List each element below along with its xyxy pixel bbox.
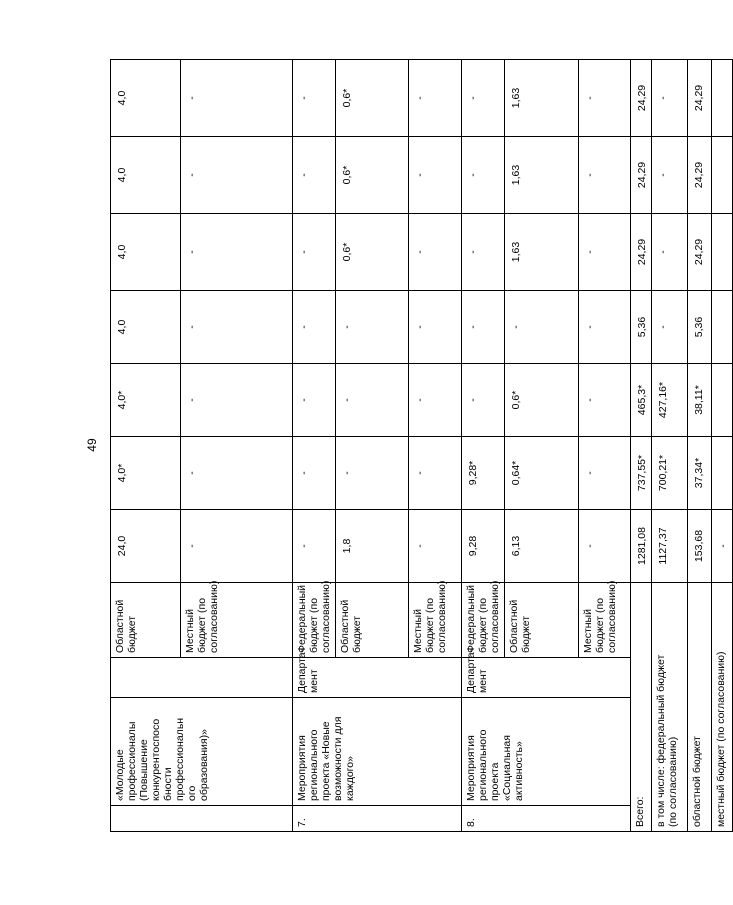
value-cell: 1,63 [505,214,579,291]
row-number-cell [111,806,293,832]
text-line: каждого» [344,756,356,801]
funding-source-cell [409,580,462,658]
text-line: Федеральный [296,584,308,653]
text-line: активность» [513,741,525,801]
value-cell: 24,29 [688,214,712,291]
text-line: «Молодые [114,749,126,801]
value-cell: - [409,60,462,137]
value-cell: - [579,437,631,510]
budget-table [110,59,733,832]
empty-cell [712,60,733,137]
value-cell: 4,0* [111,437,181,510]
text-line: Местный [184,609,196,653]
text-line: бюджет (по [308,597,320,653]
value-cell: 6,13 [505,510,579,583]
text-line: регионального [308,729,320,801]
text-line: бюджет [520,615,532,653]
value-cell: - [336,291,409,364]
text-line: образования)» [198,729,210,801]
funding-source-cell [462,580,505,658]
value-cell: 0,6* [336,214,409,291]
value-cell: 1,63 [505,137,579,214]
value-cell: - [336,437,409,510]
text-line: Департа- [296,648,308,693]
empty-cell [712,291,733,364]
page-number: 49 [85,438,99,452]
value-cell: 24,0 [111,510,181,583]
value-cell: - [293,437,336,510]
text-line: Мероприятия [296,735,308,801]
value-cell: 38,11* [688,364,712,437]
value-cell: 24,29 [688,60,712,137]
funding-source-cell [579,580,631,658]
text-line: Мероприятия [465,735,477,801]
text-line: мент [477,669,489,693]
value-cell: 24,29 [631,137,652,214]
value-cell: 24,29 [688,137,712,214]
text-line: «Социальная [501,735,513,801]
empty-cell [712,437,733,510]
text-line: в том числе: федеральный бюджет [655,654,667,827]
totals-row [631,60,652,832]
value-cell: - [462,137,505,214]
value-cell: - [652,60,688,137]
value-cell: 9,28* [462,437,505,510]
executor-cell [293,648,462,698]
value-cell: 1127,37 [652,510,688,583]
value-cell: - [181,291,293,364]
value-cell: 0,6* [336,60,409,137]
measure-name-cell [111,698,293,806]
value-cell: - [293,510,336,583]
value-cell: 5,36 [631,291,652,364]
row-number-cell: 8. [462,806,631,832]
value-cell: - [181,214,293,291]
funding-source-cell [293,580,336,658]
value-cell: - [579,214,631,291]
funding-source-cell [111,583,181,658]
funding-source-cell [505,583,579,658]
totals-label-cell [712,583,733,832]
value-cell: 24,29 [631,214,652,291]
value-cell: 4,0 [111,291,181,364]
text-line: конкурентоспосо [150,718,162,801]
text-line: ого [186,785,198,801]
executor-cell [111,658,293,698]
value-cell: - [652,214,688,291]
empty-cell [712,214,733,291]
text-line: (по согласованию) [667,736,679,827]
value-cell: - [462,364,505,437]
value-cell: - [409,214,462,291]
text-line: бюджет (по [477,597,489,653]
funding-source-cell [336,583,409,658]
value-cell: - [293,364,336,437]
text-line: регионального [477,729,489,801]
totals-label-cell [652,583,688,832]
text-line: согласованию) [606,580,618,653]
value-cell: - [181,437,293,510]
value-cell: - [181,364,293,437]
value-cell: - [409,364,462,437]
value-cell: 1,63 [505,60,579,137]
measure-name-cell [462,698,631,806]
value-cell: 465,3* [631,364,652,437]
value-cell: - [336,364,409,437]
value-cell: - [652,291,688,364]
measure-name-cell [293,698,462,806]
value-cell: - [579,291,631,364]
table-row [111,60,181,832]
value-cell: - [293,214,336,291]
value-cell: 0,64* [505,437,579,510]
text-line: Всего: [634,796,646,827]
value-cell: - [712,510,733,583]
empty-cell [712,137,733,214]
value-cell: - [293,137,336,214]
value-cell: 1281,08 [631,510,652,583]
text-line: областной бюджет [691,736,703,827]
funding-source-cell [181,580,293,658]
value-cell: 700,21* [652,437,688,510]
text-line: бюджет [126,615,138,653]
text-line: бюджет (по [424,597,436,653]
value-cell: - [181,510,293,583]
value-cell: - [293,291,336,364]
text-line: Местный [412,609,424,653]
text-line: (Повышение [138,739,150,801]
value-cell: 4,0 [111,137,181,214]
value-cell: - [579,137,631,214]
value-cell: 24,29 [631,60,652,137]
totals-label-cell [631,583,652,832]
totals-row [688,60,712,832]
value-cell: - [505,291,579,364]
text-line: возможности для [332,716,344,801]
value-cell: 4,0 [111,214,181,291]
value-cell: 9,28 [462,510,505,583]
text-line: Местный [582,609,594,653]
executor-cell [462,648,631,698]
table-row [462,60,505,832]
rotated-table [110,60,729,832]
value-cell: - [409,437,462,510]
text-line: Областной [114,599,126,653]
text-line: мент [308,669,320,693]
text-line: бности [162,767,174,801]
text-line: Департа- [465,648,477,693]
value-cell: 37,34* [688,437,712,510]
empty-cell [712,364,733,437]
value-cell: 153,68 [688,510,712,583]
value-cell: - [409,137,462,214]
text-line: бюджет (по [196,597,208,653]
table-row [293,60,336,832]
text-line: проекта «Новые [320,721,332,801]
text-line: Федеральный [465,584,477,653]
text-line: согласованию) [436,580,448,653]
value-cell: 0,6* [336,137,409,214]
value-cell: 0,6* [505,364,579,437]
text-line: согласованию) [489,580,501,653]
value-cell: - [181,60,293,137]
table-container [110,60,729,832]
text-line: профессиональн [174,717,186,801]
text-line: Областной [508,599,520,653]
value-cell: 4,0 [111,60,181,137]
text-line: местный бюджет (по согласованию) [715,651,727,827]
value-cell: 1,8 [336,510,409,583]
text-line: бюджет [351,615,363,653]
text-line: бюджет (по [594,597,606,653]
value-cell: - [462,214,505,291]
text-line: проекта [489,762,501,801]
value-cell: - [579,510,631,583]
value-cell: - [409,510,462,583]
value-cell: - [409,291,462,364]
value-cell: - [293,60,336,137]
value-cell: - [181,137,293,214]
value-cell: 4,0* [111,364,181,437]
text-line: согласованию) [208,580,220,653]
text-line: профессионалы [126,721,138,801]
value-cell: - [462,291,505,364]
value-cell: 5,36 [688,291,712,364]
totals-label-cell [688,583,712,832]
totals-row [652,60,688,832]
value-cell: 427,16* [652,364,688,437]
value-cell: - [652,137,688,214]
text-line: Областной [339,599,351,653]
row-number-cell: 7. [293,806,462,832]
value-cell: 737,55* [631,437,652,510]
value-cell: - [579,364,631,437]
text-line: согласованию) [320,580,332,653]
totals-row [712,60,733,832]
value-cell: - [579,60,631,137]
value-cell: - [462,60,505,137]
